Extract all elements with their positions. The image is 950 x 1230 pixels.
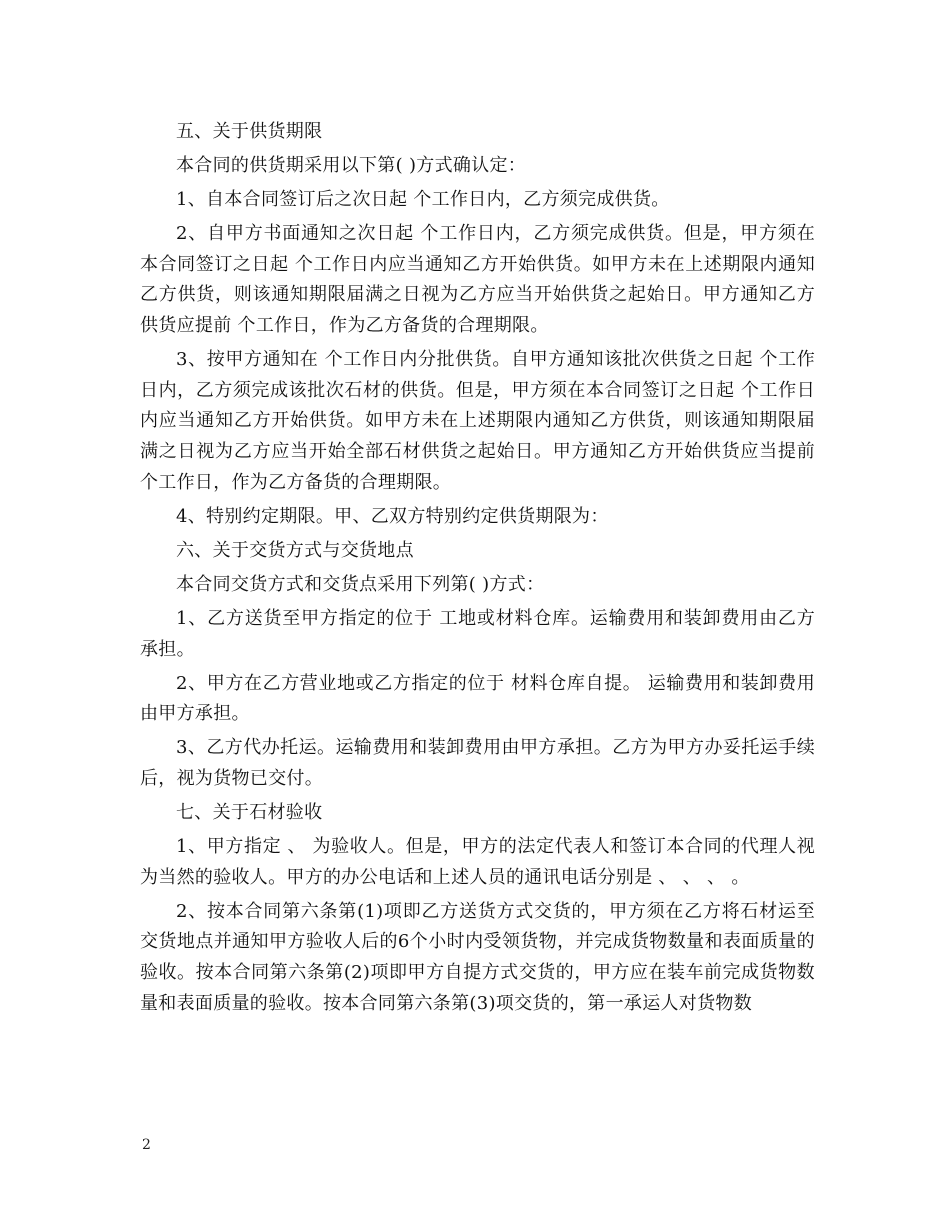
paragraph: 3、乙方代办托运。运输费用和装卸费用由甲方承担。乙方为甲方办妥托运手续后，视为货物已交付。 (140, 737, 815, 789)
paragraph: 本合同交货方式和交货点采用下列第( )方式： (176, 573, 545, 595)
paragraph: 1、自本合同签订后之次日起 个工作日内，乙方须完成供货。 (176, 189, 670, 211)
section-heading-delivery: 六、关于交货方式与交货地点 (176, 539, 414, 561)
paragraph: 2、甲方在乙方营业地或乙方指定的位于 材料仓库自提。 运输费用和装卸费用由甲方承担。 (140, 672, 815, 725)
paragraph: 1、乙方送货至甲方指定的位于 工地或材料仓库。运输费用和装卸费用由乙方承担。 (140, 607, 815, 660)
section-heading-supply-period: 五、关于供货期限 (176, 121, 323, 142)
paragraph: 2、自甲方书面通知之次日起 个工作日内，乙方须完成供货。但是，甲方须在本合同签订之日起 个工作日内应当通知乙方开始供货。如甲方未在上述期限内通知乙方供货，则该通知期限届满之日视为乙方应当开始供货之起始日。甲方通知乙方供货应提前 个工作日，作为乙方备货的合理期限。 (140, 223, 815, 337)
paragraph: 3、按甲方通知在 个工作日内分批供货。自甲方通知该批次供货之日起 个工作日内，乙方须完成该批次石材的供货。但是，甲方须在本合同签订之日起 个工作日内应当通知乙方开始供货。如甲方未在上述期限内通知乙方供货，则该通知期限届满之日视为乙方应当开始全部石材供货之起始日。甲方通知乙方开始供货应当提前 个工作日，作为乙方备货的合理期限。 (140, 349, 815, 493)
paragraph: 4、特别约定期限。甲、乙双方特别约定供货期限为： (176, 505, 609, 527)
section-heading-acceptance: 七、关于石材验收 (176, 801, 323, 823)
page-number: 2 (142, 1137, 151, 1153)
paragraph: 2、按本合同第六条第(1)项即乙方送货方式交货的，甲方须在乙方将石材运至交货地点并通知甲方验收人后的6个小时内受领货物，并完成货物数量和表面质量的验收。按本合同第六条第(2)项即甲方自提方式交货的，甲方应在装车前完成货物数量和表面质量的验收。按本合同第六条第(3)项交货的，第一承运人对货物数 (140, 900, 815, 1014)
document-body (140, 117, 815, 1023)
paragraph: 本合同的供货期采用以下第( )方式确认定： (176, 155, 527, 177)
paragraph: 1、甲方指定 、 为验收人。但是，甲方的法定代表人和签订本合同的代理人视为当然的验收人。甲方的办公电话和上述人员的通讯电话分别是 、 、 、 。 (140, 836, 815, 888)
